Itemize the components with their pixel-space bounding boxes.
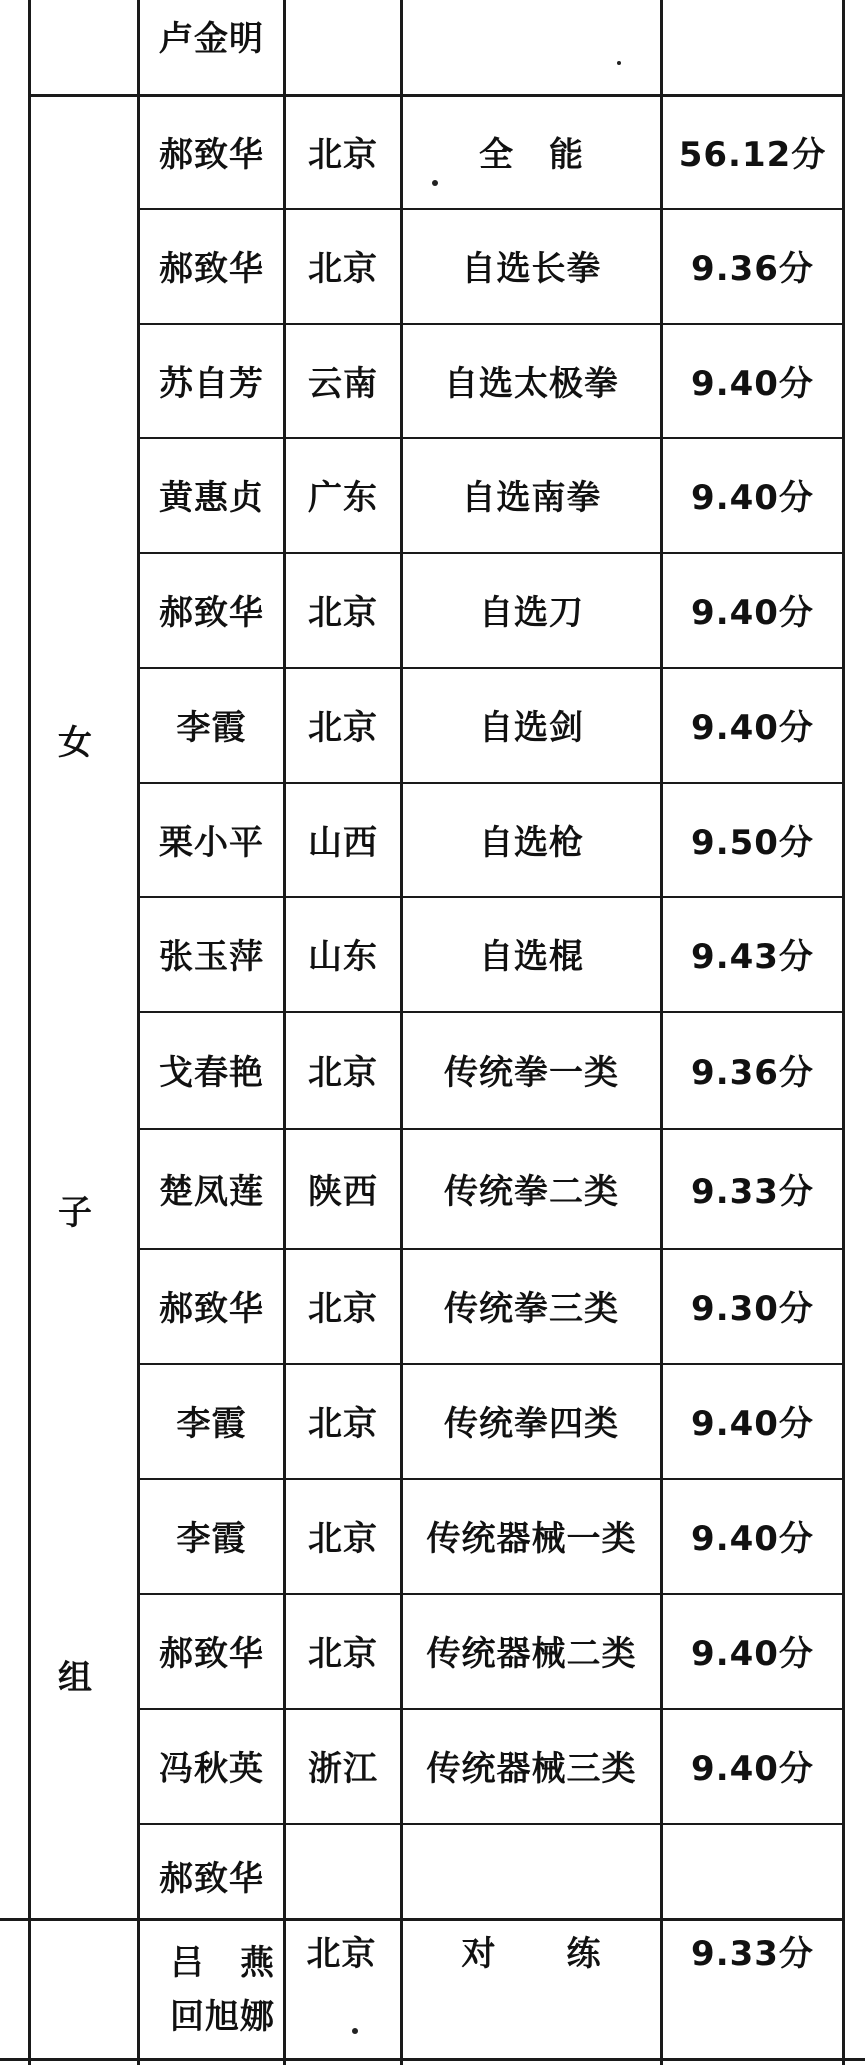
row-15-name: 冯秋英 (159, 1749, 264, 1789)
last-row-score: 9.33分 (691, 1933, 814, 1974)
row-7-name: 栗小平 (159, 822, 264, 863)
row-4-score: 9.40分 (691, 478, 814, 518)
row-3-event: 自选太极拳 (444, 363, 619, 404)
scan-speck (432, 180, 438, 186)
row-6-score: 9.40分 (691, 708, 814, 748)
row-3-region: 云南 (308, 363, 378, 404)
group-label-char-3: 组 (58, 1658, 92, 1698)
row-8-event: 自选棍 (479, 937, 584, 977)
last-row-region: 北京 (306, 1933, 377, 1974)
group-label-char-1: 女 (58, 723, 92, 763)
row-3-score: 9.40分 (691, 363, 814, 404)
row-7-region: 山西 (308, 822, 378, 863)
right-border-line (842, 0, 845, 2065)
row-12-event: 传统拳四类 (444, 1404, 619, 1444)
row-5-score: 9.40分 (691, 593, 814, 633)
row-4-region: 广东 (308, 478, 378, 518)
top-row-name: 卢金明 (159, 18, 264, 59)
row-4-name: 黄惠贞 (159, 478, 264, 518)
last-row-names (140, 1925, 283, 2055)
row-15-event: 传统器械三类 (426, 1749, 637, 1789)
row-1-region: 北京 (308, 134, 378, 175)
row-8-score: 9.43分 (691, 937, 814, 977)
row-9-score: 9.36分 (691, 1053, 814, 1093)
row-12-region: 北京 (308, 1404, 378, 1444)
bottom-border-line (0, 2058, 865, 2061)
row-5-event: 自选刀 (479, 593, 584, 633)
partial-row-name: 郝致华 (159, 1858, 264, 1899)
last-row-name-1: 吕 燕 (170, 1942, 275, 1983)
scan-speck (352, 2028, 358, 2034)
scan-speck (617, 61, 621, 65)
row-13-name: 李霞 (176, 1519, 247, 1559)
row-12-name: 李霞 (176, 1404, 247, 1444)
row-15-score: 9.40分 (691, 1749, 814, 1789)
row-7-score: 9.50分 (691, 822, 814, 863)
row-6-region: 北京 (308, 708, 378, 748)
row-2-region: 北京 (308, 249, 378, 289)
row-10-score: 9.33分 (691, 1171, 814, 1212)
last-row-name-2: 回旭娜 (170, 1997, 275, 2037)
last-row-event: 对 练 (461, 1933, 602, 1974)
row-13-event: 传统器械一类 (426, 1519, 637, 1559)
row-2-event: 自选长拳 (461, 249, 602, 289)
row-1-name: 郝致华 (159, 134, 264, 175)
row-14-region: 北京 (308, 1634, 378, 1674)
row-8-name: 张玉萍 (159, 937, 264, 977)
row-14-name: 郝致华 (159, 1634, 264, 1674)
left-border-line (28, 0, 31, 2065)
row-9-name: 戈春艳 (159, 1053, 264, 1093)
row-11-event: 传统拳三类 (444, 1289, 619, 1329)
last-row-top-line (0, 1918, 845, 1921)
row-9-event: 传统拳一类 (444, 1053, 619, 1093)
row-12-score: 9.40分 (691, 1404, 814, 1444)
row-15-region: 浙江 (308, 1749, 378, 1789)
row-10-region: 陕西 (308, 1171, 378, 1212)
row-6-event: 自选剑 (479, 708, 584, 748)
row-1-event: 全 能 (479, 134, 584, 175)
row-5-region: 北京 (308, 593, 378, 633)
row-6-name: 李霞 (176, 708, 247, 748)
row-divider-line (137, 1823, 845, 1825)
row-13-score: 9.40分 (691, 1519, 814, 1559)
row-14-score: 9.40分 (691, 1634, 814, 1674)
row-11-name: 郝致华 (159, 1289, 264, 1329)
group-label-char-2: 子 (58, 1193, 92, 1233)
row-13-region: 北京 (308, 1519, 378, 1559)
row-4-event: 自选南拳 (461, 478, 602, 518)
row-14-event: 传统器械二类 (426, 1634, 637, 1674)
row-2-name: 郝致华 (159, 249, 264, 289)
row-11-score: 9.30分 (691, 1289, 814, 1329)
row-3-name: 苏自芳 (159, 363, 264, 404)
row-2-score: 9.36分 (691, 249, 814, 289)
row-7-event: 自选枪 (479, 822, 584, 863)
row-5-name: 郝致华 (159, 593, 264, 633)
row-8-region: 山东 (308, 937, 378, 977)
row-9-region: 北京 (308, 1053, 378, 1093)
row-10-name: 楚凤莲 (159, 1171, 264, 1212)
row-10-event: 传统拳二类 (444, 1171, 619, 1212)
row-11-region: 北京 (308, 1289, 378, 1329)
row-1-score: 56.12分 (678, 134, 827, 175)
